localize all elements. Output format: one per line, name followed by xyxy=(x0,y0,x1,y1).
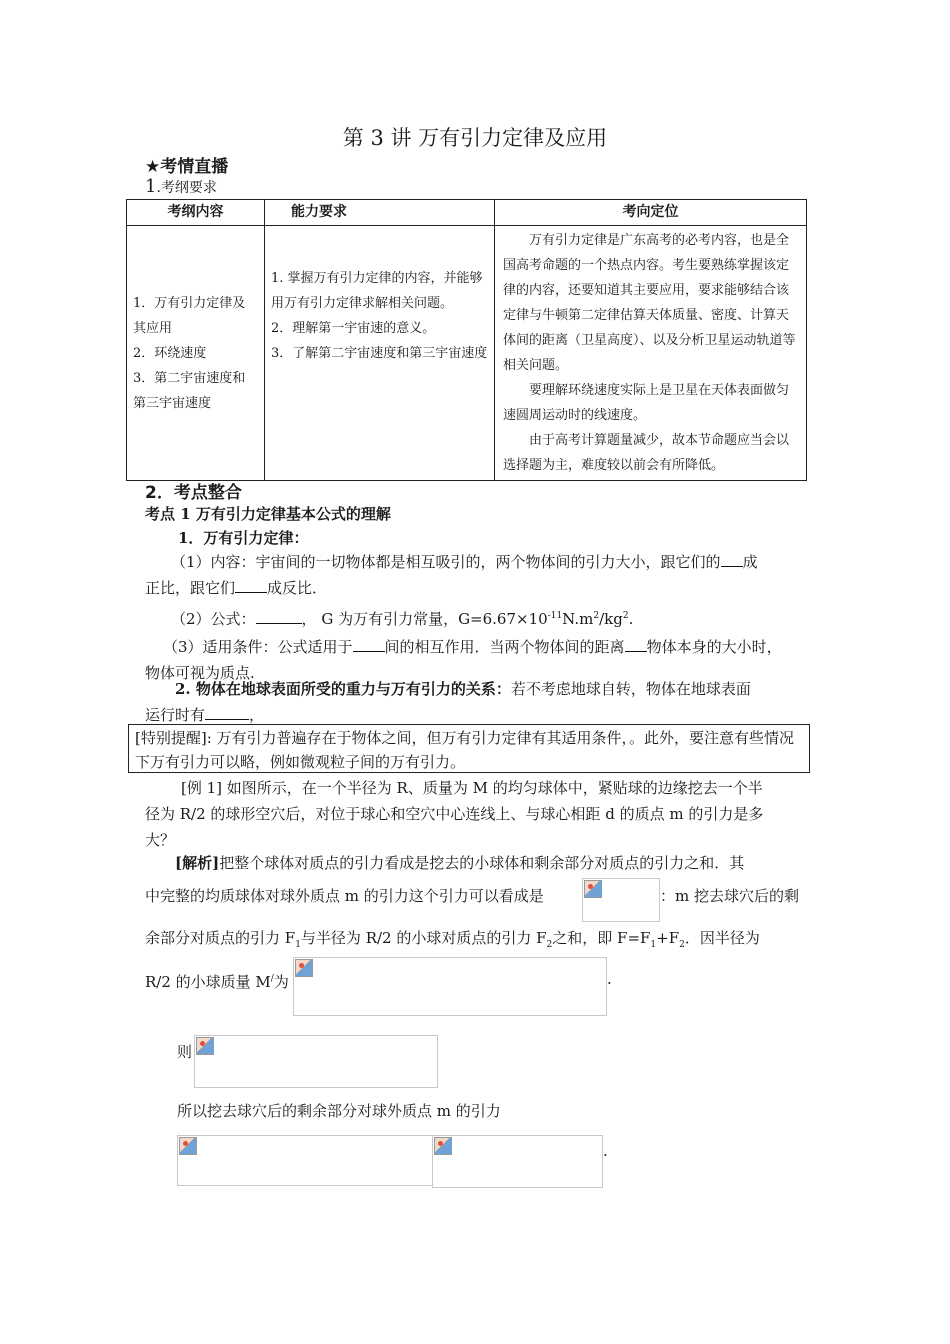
item-2-content xyxy=(145,676,815,728)
table-cell-ability xyxy=(265,226,495,481)
requirements-table xyxy=(126,199,807,481)
exponent: 2 xyxy=(622,611,629,621)
item-1-3-text: 物体可视为质点. xyxy=(145,664,255,682)
item-1-title: 1．万有引力定律： xyxy=(178,529,309,547)
item-1-3-text: （3）适用条件：公式适用于 xyxy=(163,638,353,656)
kaodian-1-heading: 考点 1 万有引力定律基本公式的理解 xyxy=(145,505,391,523)
example-text: [例 1] 如图所示，在一个半径为 R、质量为 M 的均匀球体中，紧贴球的边缘挖去一个半 xyxy=(181,779,763,797)
exponent: -11 xyxy=(547,611,563,621)
broken-image-icon xyxy=(434,1137,452,1155)
item-1-2-text: （2）公式： xyxy=(171,610,256,628)
solution-line-4 xyxy=(145,966,289,995)
blank-line xyxy=(256,609,302,624)
subscript: 2 xyxy=(679,940,685,950)
table-header-cell: 考纲内容 xyxy=(127,200,265,226)
broken-image-icon xyxy=(196,1037,214,1055)
blank-line xyxy=(625,637,647,652)
solution-text: R/2 的小球质量 M xyxy=(145,973,271,991)
blank-line xyxy=(235,578,267,593)
formula-image xyxy=(293,957,607,1016)
tip-box: [特别提醒]: 万有引力普遍存在于物体之间，但万有引力定律有其适用条件，。此外，要注意有些情况下万有引力可以略，例如微观粒子间的万有引力。 xyxy=(128,724,810,773)
solution-line-3 xyxy=(145,925,815,958)
solution-text: 余部分对质点的引力 F xyxy=(145,929,296,947)
solution-line-2b: ：m 挖去球穴后的剩 xyxy=(660,887,799,905)
item-1-content xyxy=(145,549,815,686)
list-item: 要理解环绕速度实际上是卫星在天体表面做匀速圆周运动时的线速度。 xyxy=(503,383,790,423)
solution-line-1 xyxy=(145,850,815,876)
section-heading: ★考情直播 xyxy=(145,157,229,177)
page-title: 第 3 讲 万有引力定律及应用 xyxy=(342,126,608,150)
item-2-text: 若不考虑地球自转，物体在地球表面 xyxy=(510,680,751,698)
item-1-2-text: ， G 为万有引力常量，G=6.67×10 xyxy=(301,610,548,628)
list-item: 1. 掌握万有引力定律的内容，并能够用万有引力定律求解相关问题。 xyxy=(271,271,483,311)
subsection-1 xyxy=(145,176,217,197)
item-1-1-text: （1）内容：宇宙间的一切物体都是相互吸引的，两个物体间的引力大小，跟它们的 xyxy=(171,553,721,571)
solution-line-2a: 中完整的均质球体对球外质点 m 的引力这个引力可以看成是 xyxy=(145,887,544,905)
example-text: 径为 R/2 的球形空穴后，对位于球心和空穴中心连线上、与球心相距 d 的质点 m 的引力是多 xyxy=(145,805,764,823)
subsection-1-num: 1 xyxy=(145,176,157,197)
subsection-2-heading: 2．考点整合 xyxy=(145,483,242,503)
exponent: 2 xyxy=(593,611,600,621)
example-text: 大？ xyxy=(145,831,176,849)
item-2-title: 2. 物体在地球表面所受的重力与万有引力的关系： xyxy=(175,680,511,698)
item-1-2-text: N.m xyxy=(562,610,594,628)
solution-line-5: 则 xyxy=(177,1043,193,1061)
solution-text: 为 xyxy=(273,973,289,991)
prime-mark: / xyxy=(270,974,274,984)
item-1-3-text: 物体本身的大小时， xyxy=(646,638,782,656)
table-cell-orientation xyxy=(495,226,807,481)
subscript: 1 xyxy=(650,940,657,950)
list-item: 万有引力定律是广东高考的必考内容，也是全国高考命题的一个热点内容。考生要熟练掌握该定律的内容，还要知道其主要应用，要求能够结合该定律与牛顿第二定律估算天体质量、密度、计算天体间的距离（卫星高度）、以及分析卫星运动轨道等相关问题。 xyxy=(503,233,796,373)
broken-image-icon xyxy=(584,880,602,898)
list-item: 2．理解第一宇宙速的意义。 xyxy=(271,321,436,336)
solution-line-6: 所以挖去球穴后的剩余部分对球外质点 m 的引力 xyxy=(177,1102,501,1120)
solution-label: [解析] xyxy=(175,854,220,872)
solution-line-7-end: . xyxy=(603,1142,608,1160)
blank-line xyxy=(721,552,743,567)
solution-text: 之和，即 F=F xyxy=(552,929,651,947)
item-1-1-text: 成反比． xyxy=(267,579,328,597)
list-item: 3．了解第二宇宙速度和第三宇宙速度 xyxy=(271,346,488,361)
item-2-text: ， xyxy=(249,706,265,724)
item-2-text: 运行时有 xyxy=(145,706,206,724)
subscript: 1 xyxy=(295,940,301,950)
subsection-1-label: .考纲要求 xyxy=(156,180,217,196)
solution-line-4-end: . xyxy=(607,970,612,988)
table-row xyxy=(127,226,807,481)
subscript: 2 xyxy=(546,940,553,950)
blank-line xyxy=(205,705,249,720)
solution-text: 与半径为 R/2 的小球对质点的引力 F xyxy=(300,929,547,947)
list-item: 由于高考计算题量减少，故本节命题应当会以选择题为主，难度较以前会有所降低。 xyxy=(503,433,790,473)
item-1-1-text: 成 xyxy=(742,553,758,571)
blank-line xyxy=(353,637,385,652)
table-header-cell: 能力要求 xyxy=(265,200,495,226)
formula-image xyxy=(177,1135,433,1186)
formula-image xyxy=(432,1135,603,1188)
solution-text: ．因半径为 xyxy=(684,929,760,947)
list-item: 1．万有引力定律及其应用 xyxy=(133,295,246,336)
solution-text: 把整个球体对质点的引力看成是挖去的小球体和剩余部分对质点的引力之和．其 xyxy=(219,854,745,872)
item-1-2-text: /kg xyxy=(599,610,623,628)
item-1-1-text: 正比，跟它们 xyxy=(145,579,236,597)
table-header-cell: 考向定位 xyxy=(495,200,807,226)
formula-image xyxy=(194,1035,438,1088)
formula-image xyxy=(582,878,660,922)
table-cell-syllabus xyxy=(127,226,265,481)
broken-image-icon xyxy=(295,959,313,977)
solution-text: +F xyxy=(656,929,680,947)
item-1-3-text: 间的相互作用．当两个物体间的距离 xyxy=(384,638,625,656)
item-1-2-text: . xyxy=(628,610,634,628)
broken-image-icon xyxy=(179,1137,197,1155)
list-item: 2．环绕速度 xyxy=(133,345,207,361)
table-header-row xyxy=(127,200,807,226)
example-1 xyxy=(145,775,815,853)
list-item: 3．第二宇宙速度和第三宇宙速度 xyxy=(133,370,246,411)
